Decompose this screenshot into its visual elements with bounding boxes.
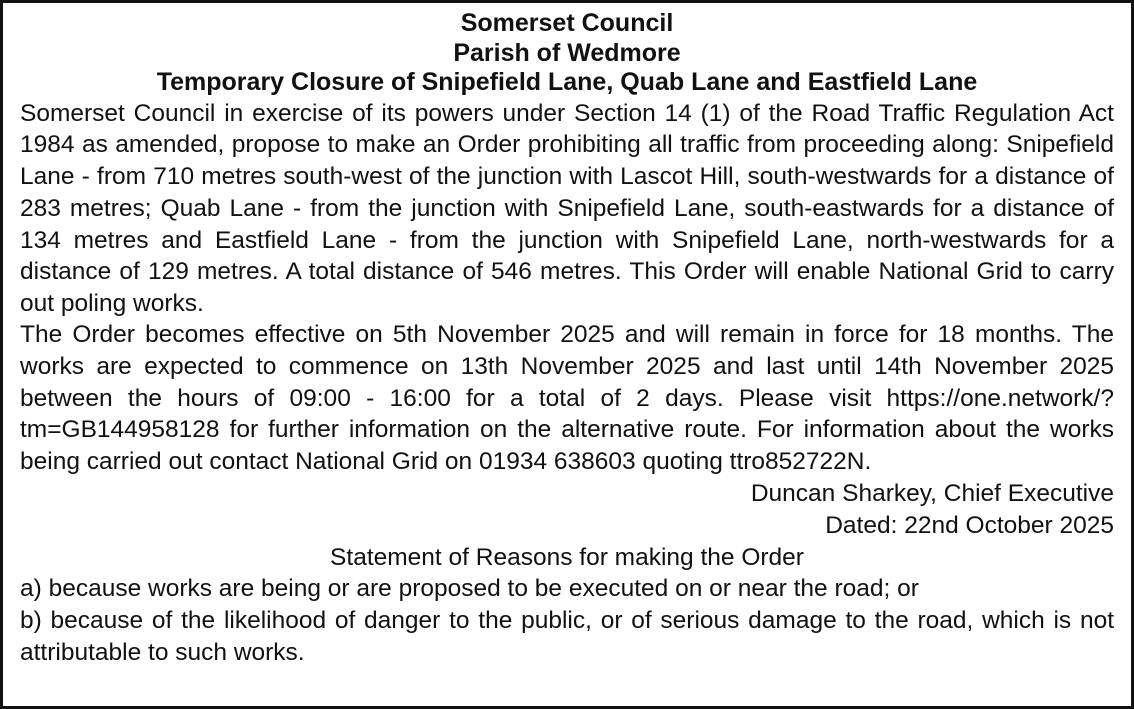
effective-paragraph: The Order becomes effective on 5th November 2025 and will remain in force for 18 months. The works are expected to commence on 13th November 2025 and last until 14th November 2025 between the hours of 09:00 - 16:00 for a total of 2 days. Please visit https://one.network/?tm=GB144958128 for further information on the alternative route. For information about the works being carried out contact National Grid on 01934 638603 quoting ttro852722N. — [20, 321, 1114, 476]
reason-a: a) because works are being or are proposed to be executed on or near the road; or — [20, 575, 919, 603]
dated: Dated: 22nd October 2025 — [825, 511, 1114, 539]
notice-authority: Somerset Council — [460, 9, 674, 37]
reasons-heading: Statement of Reasons for making the Order — [330, 543, 804, 571]
signatory: Duncan Sharkey, Chief Executive — [750, 480, 1114, 508]
reason-b: b) because of the likelihood of danger to the public, or of serious damage to the road, which is not attributable to such works. — [20, 607, 1114, 667]
notice-title: Temporary Closure of Snipefield Lane, Quab Lane and Eastfield Lane — [156, 68, 978, 96]
order-paragraph: Somerset Council in exercise of its powers under Section 14 (1) of the Road Traffic Regulation Act 1984 as amended, propose to make an Order prohibiting all traffic from proceeding along: Snipefield Lane - from 710 metres south-west of the junction with Lascot Hill, south-westwards for a distance of 283 metres; Quab Lane - from the junction with Snipefield Lane, south-eastwards for a distance of 134 metres and Eastfield Lane - from the junction with Snipefield Lane, north-westwards for a distance of 129 metres. A total distance of 546 metres. This Order will enable National Grid to carry out poling works. — [20, 99, 1114, 318]
notice-parish: Parish of Wedmore — [453, 38, 681, 67]
